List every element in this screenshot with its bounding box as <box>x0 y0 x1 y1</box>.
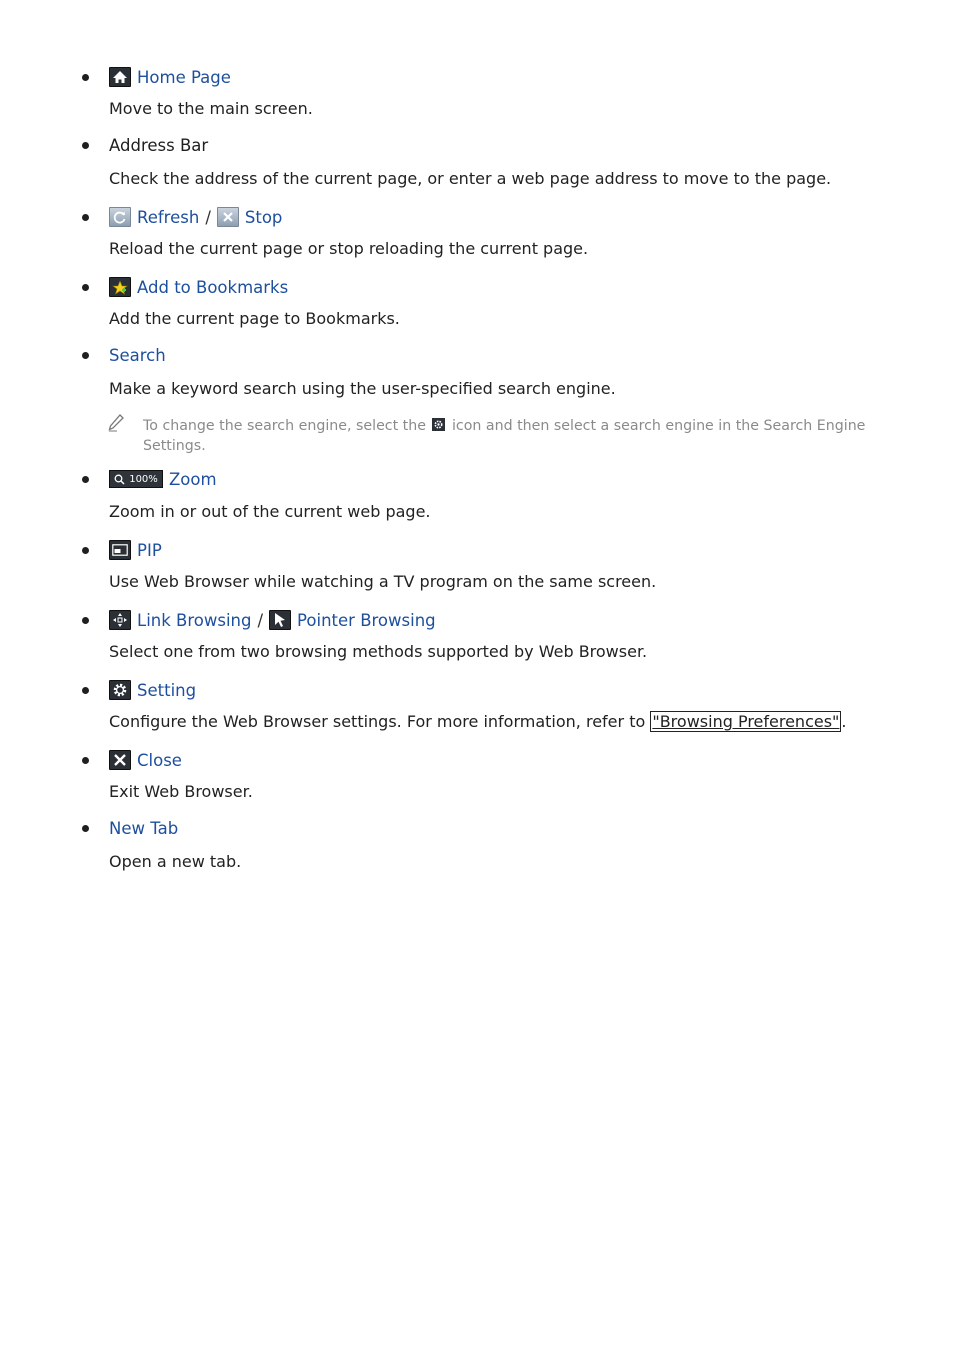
bullet <box>82 214 89 221</box>
pencil-note-icon <box>108 414 124 432</box>
gear-icon <box>432 418 445 431</box>
close-icon <box>109 750 131 770</box>
home-icon <box>109 67 131 87</box>
address-bar-description: Check the address of the current page, or enter a web page address to move to the page. <box>109 169 832 188</box>
add-to-bookmarks-description: Add the current page to Bookmarks. <box>109 309 400 328</box>
add-to-bookmarks-label[interactable]: Add to Bookmarks <box>137 277 289 297</box>
home-page-description: Move to the main screen. <box>109 99 313 118</box>
search-label[interactable]: Search <box>109 345 166 365</box>
note-text-after: icon and then select a search engine in the Search Engine Settings. <box>143 418 866 454</box>
bullet <box>82 352 89 359</box>
refresh-label[interactable]: Refresh <box>137 207 200 227</box>
pointer-browsing-label[interactable]: Pointer Browsing <box>297 610 436 630</box>
bullet <box>82 284 89 291</box>
new-tab-description: Open a new tab. <box>109 852 242 871</box>
browsing-preferences-link[interactable]: "Browsing Preferences" <box>652 712 840 731</box>
bookmark-star-icon <box>109 277 131 297</box>
close-label[interactable]: Close <box>137 750 182 770</box>
home-page-label[interactable]: Home Page <box>137 67 231 87</box>
pip-label[interactable]: PIP <box>137 540 162 560</box>
link-browsing-label[interactable]: Link Browsing <box>137 610 252 630</box>
bullet <box>82 142 89 149</box>
gear-icon <box>109 680 131 700</box>
separator: / <box>205 207 211 227</box>
bullet <box>82 687 89 694</box>
search-note <box>143 416 873 456</box>
new-tab-label[interactable]: New Tab <box>109 818 179 838</box>
bullet <box>82 757 89 764</box>
setting-description-text: Configure the Web Browser settings. For more information, refer to <box>109 712 651 731</box>
bullet <box>82 825 89 832</box>
browsing-mode-description: Select one from two browsing methods supported by Web Browser. <box>109 642 648 661</box>
search-description: Make a keyword search using the user-specified search engine. <box>109 379 616 398</box>
link-browsing-icon <box>109 610 131 630</box>
address-bar-label: Address Bar <box>109 135 209 155</box>
separator: / <box>257 610 264 630</box>
bullet <box>82 617 89 624</box>
refresh-icon <box>109 207 131 227</box>
stop-label[interactable]: Stop <box>244 207 283 227</box>
pip-description: Use Web Browser while watching a TV program on the same screen. <box>109 572 657 591</box>
setting-description-end: . <box>841 712 847 731</box>
zoom-icon <box>109 470 163 488</box>
pip-icon <box>109 540 131 560</box>
stop-icon <box>217 207 239 227</box>
bullet <box>82 74 89 81</box>
magnifier-icon <box>114 474 125 485</box>
refresh-stop-description: Reload the current page or stop reloading the current page. <box>109 239 589 258</box>
zoom-description: Zoom in or out of the current web page. <box>109 502 431 521</box>
close-description: Exit Web Browser. <box>109 782 253 801</box>
setting-description <box>109 712 847 731</box>
bullet <box>82 476 89 483</box>
zoom-level-text: 100% <box>129 473 158 485</box>
pointer-icon <box>269 610 291 630</box>
setting-label[interactable]: Setting <box>137 680 197 700</box>
zoom-label[interactable]: Zoom <box>169 469 217 489</box>
bullet <box>82 547 89 554</box>
note-text-before: To change the search engine, select the <box>143 418 426 434</box>
